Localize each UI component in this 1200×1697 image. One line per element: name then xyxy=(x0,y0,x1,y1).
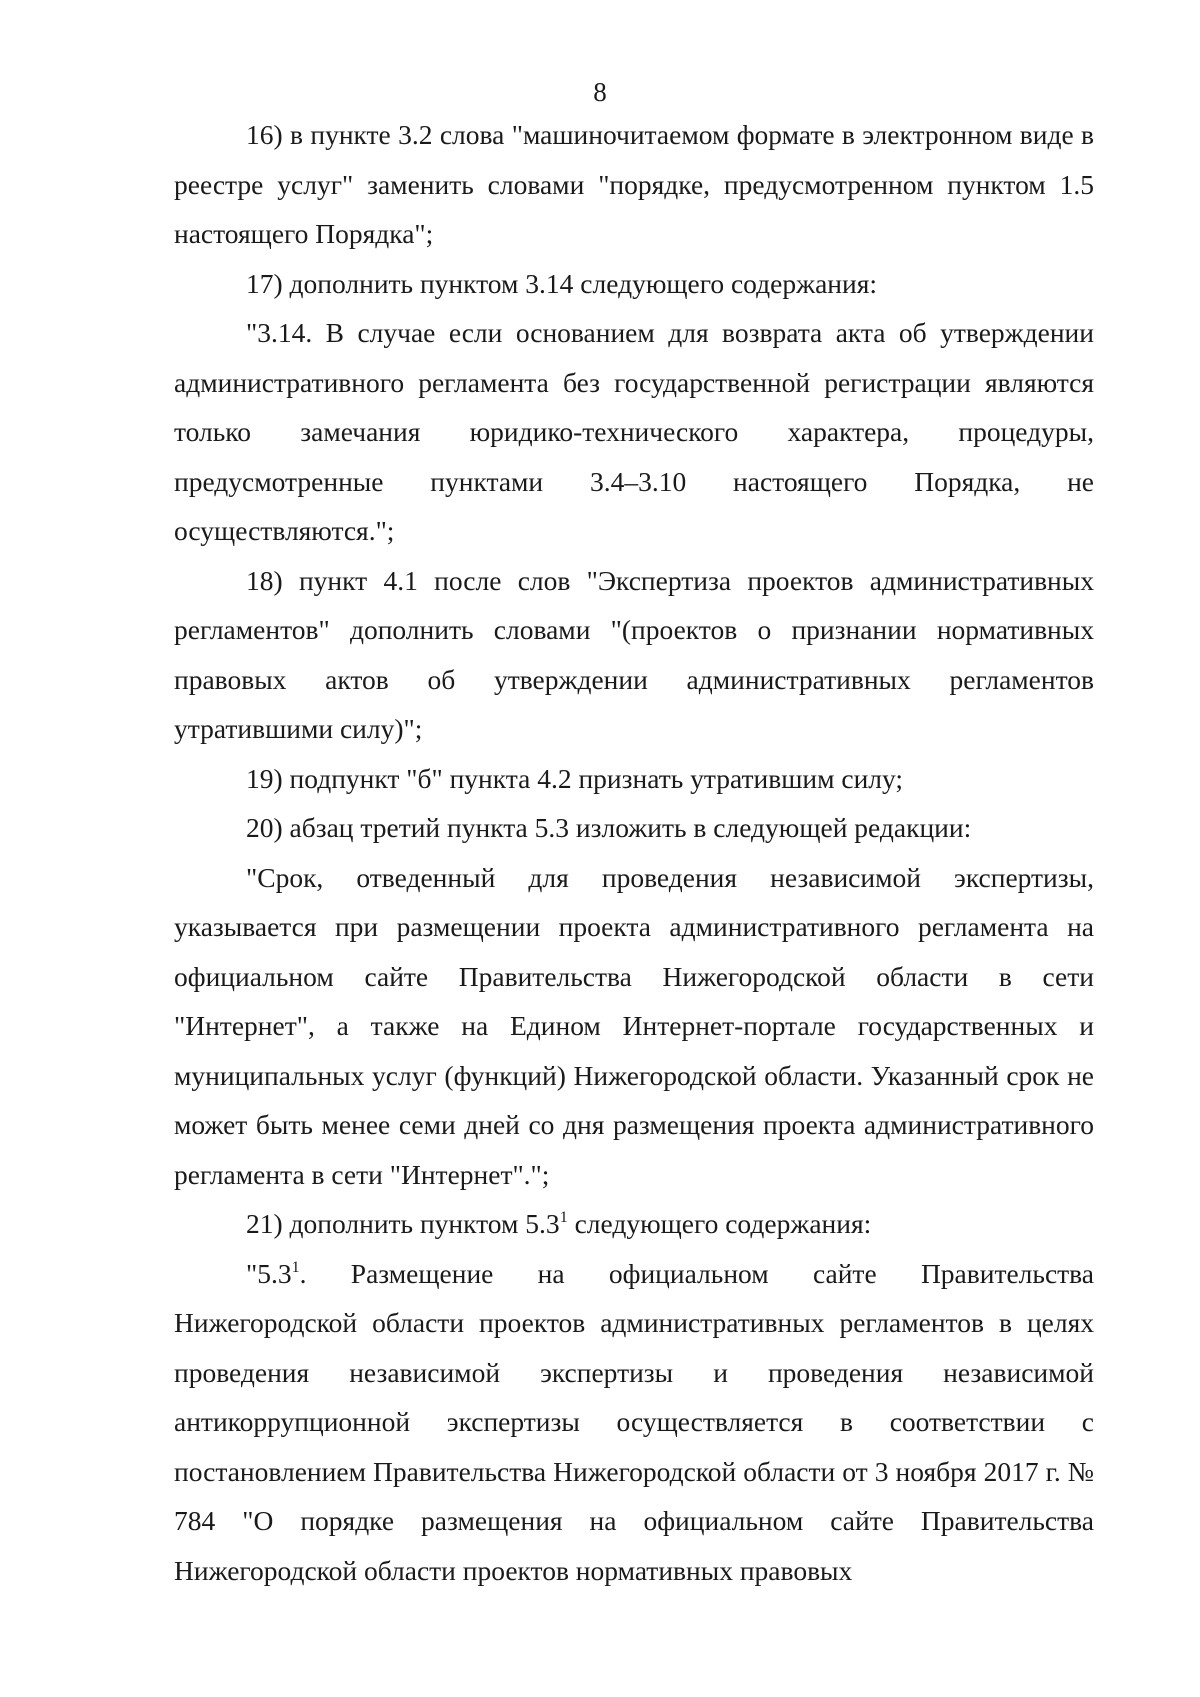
paragraph-21 xyxy=(174,1199,1094,1249)
paragraph-16: 16) в пункте 3.2 слова "машиночитаемом формате в электронном виде в реестре услуг" заменить словами "порядке, предусмотренном пунктом 1.5 настоящего Порядка"; xyxy=(174,119,1094,249)
paragraph-20-quote: "Срок, отведенный для проведения независимой экспертизы, указывается при размещении проекта административного регламента на официальном сайте Правительства Нижегородской области в сети "Интернет", а также на Едином Интернет-портале государственных и муниципальных услуг (функций) Нижегородской области. Указанный срок не может быть менее семи дней со дня размещения проекта административного регламента в сети "Интернет"."; xyxy=(174,861,1094,1190)
paragraph-17-quote: "3.14. В случае если основанием для возврата акта об утверждении административного регламента без государственной регистрации являются только замечания юридико-технического характера, процедуры, предусмотренные пунктами 3.4–3.10 настоящего Порядка, не осуществляются."; xyxy=(174,317,1094,546)
paragraph-21-quote-text: . Размещение на официальном сайте Правительства Нижегородской области проектов административных регламентов в целях проведения независимой экспертизы и проведения независимой антикоррупционной экспертизы осуществляется в соответствии с постановлением Правительства Нижегородской области от 3 ноября 2017 г. № 784 "О порядке размещения на официальном сайте Правительства Нижегородской области проектов нормативных правовых xyxy=(174,1257,1094,1586)
paragraph-19: 19) подпункт "б" пункта 4.2 признать утратившим силу; xyxy=(246,762,904,794)
paragraph-17: 17) дополнить пунктом 3.14 следующего содержания: xyxy=(246,267,878,299)
document-body xyxy=(174,110,1094,1595)
paragraph-21-text: 21) дополнить пунктом 5.3 xyxy=(246,1208,560,1239)
paragraph-21-quote-start: "5.3 xyxy=(246,1257,292,1289)
paragraph-18: 18) пункт 4.1 после слов "Экспертиза проектов административных регламентов" дополнить словами "(проектов о признании нормативных правовых актов об утверждении административных регламентов утратившими силу)"; xyxy=(174,564,1094,744)
superscript: 1 xyxy=(291,1258,300,1276)
superscript: 1 xyxy=(559,1209,568,1226)
page-number: 8 xyxy=(593,77,607,107)
paragraph-21-text-end: следующего содержания: xyxy=(567,1208,872,1239)
paragraph-21-quote xyxy=(174,1249,1094,1596)
paragraph-20: 20) абзац третий пункта 5.3 изложить в следующей редакции: xyxy=(246,812,972,843)
